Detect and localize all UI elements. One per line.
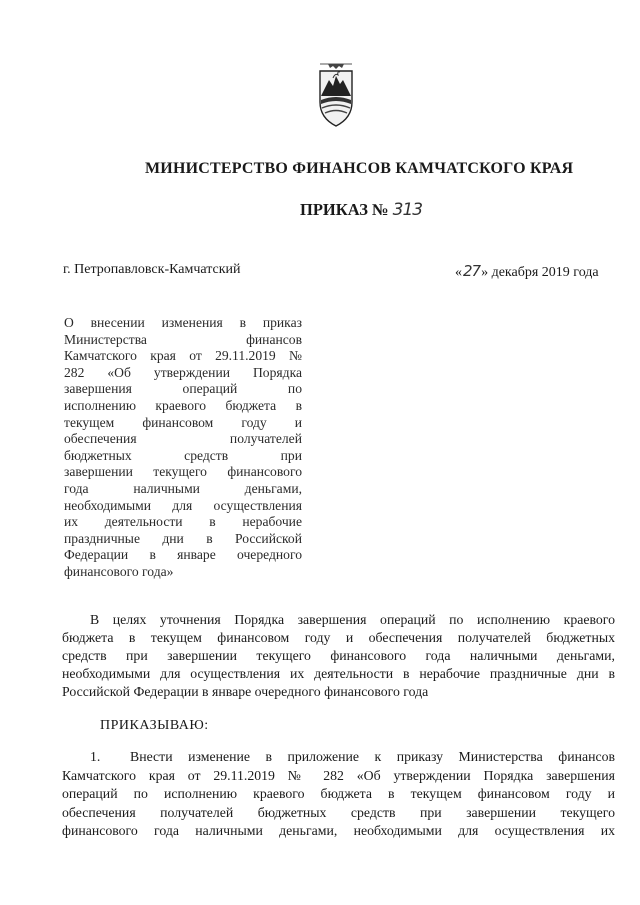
order-label: ПРИКАЗ № — [300, 200, 389, 219]
item-line: 1. Внести изменение в приложение к приказу Министерства финансов — [62, 748, 615, 767]
preamble-line: необходимыми для осуществления их деятельности в нерабочие праздничные дни в — [62, 666, 615, 681]
subject-line: года наличными деньгами, — [64, 480, 302, 496]
order-item-1 — [62, 748, 615, 841]
order-number-handwritten: 313 — [392, 200, 423, 220]
subject-line: бюджетных средств при — [64, 447, 302, 463]
subject-line: Министерства финансов — [64, 331, 302, 347]
subject-line: 282 «Об утверждении Порядка — [64, 364, 302, 380]
order-date: «27» декабря 2019 года — [455, 262, 599, 280]
order-heading — [300, 200, 422, 220]
preamble-line: Российской Федерации в январе очередного финансового года — [62, 684, 429, 699]
item-number: 1. — [90, 749, 101, 764]
item-line: операций по исполнению краевого бюджета в текущем финансовом году и — [62, 786, 615, 801]
subject-line: их деятельности в нерабочие — [64, 514, 302, 530]
item-line: обеспечения получателей бюджетных средств при завершении текущего — [62, 804, 615, 820]
preamble-line: средств при завершении текущего финансового года наличными деньгами, — [62, 648, 615, 663]
ministry-title: МИНИСТЕРСТВО ФИНАНСОВ КАМЧАТСКОГО КРАЯ — [145, 160, 574, 177]
item-line: Камчатского края от 29.11.2019 № 282 «Об утверждении Порядка завершения — [62, 767, 615, 783]
subject-line: завершения операций по — [64, 381, 302, 397]
place-of-issue: г. Петропавловск-Камчатский — [63, 262, 241, 277]
subject-line: финансового года» — [64, 563, 174, 579]
subject-line: обеспечения получателей — [64, 431, 302, 447]
preamble-paragraph — [62, 611, 615, 701]
order-subject — [64, 315, 302, 581]
kamchatka-coat-of-arms-emblem — [316, 62, 356, 128]
subject-line: текущем финансовом году и — [64, 414, 302, 430]
item-line: финансового года наличными деньгами, необходимыми для осуществления их — [62, 823, 615, 838]
order-directive-word: ПРИКАЗЫВАЮ: — [100, 718, 209, 733]
subject-line: Федерации в январе очередного — [64, 547, 302, 563]
date-day-handwritten: 27 — [463, 262, 481, 280]
subject-line: завершении текущего финансового — [64, 464, 302, 480]
subject-line: праздничные дни в Российской — [64, 530, 302, 546]
subject-line: исполнению краевого бюджета в — [64, 397, 302, 413]
subject-line: О внесении изменения в приказ — [64, 315, 302, 330]
preamble-line: бюджета в текущем финансовом году и обеспечения получателей бюджетных — [62, 630, 615, 645]
subject-line: Камчатского края от 29.11.2019 № — [64, 348, 302, 364]
preamble-line: В целях уточнения Порядка завершения операций по исполнению краевого — [90, 612, 615, 627]
subject-line: необходимыми для осуществления — [64, 497, 302, 513]
